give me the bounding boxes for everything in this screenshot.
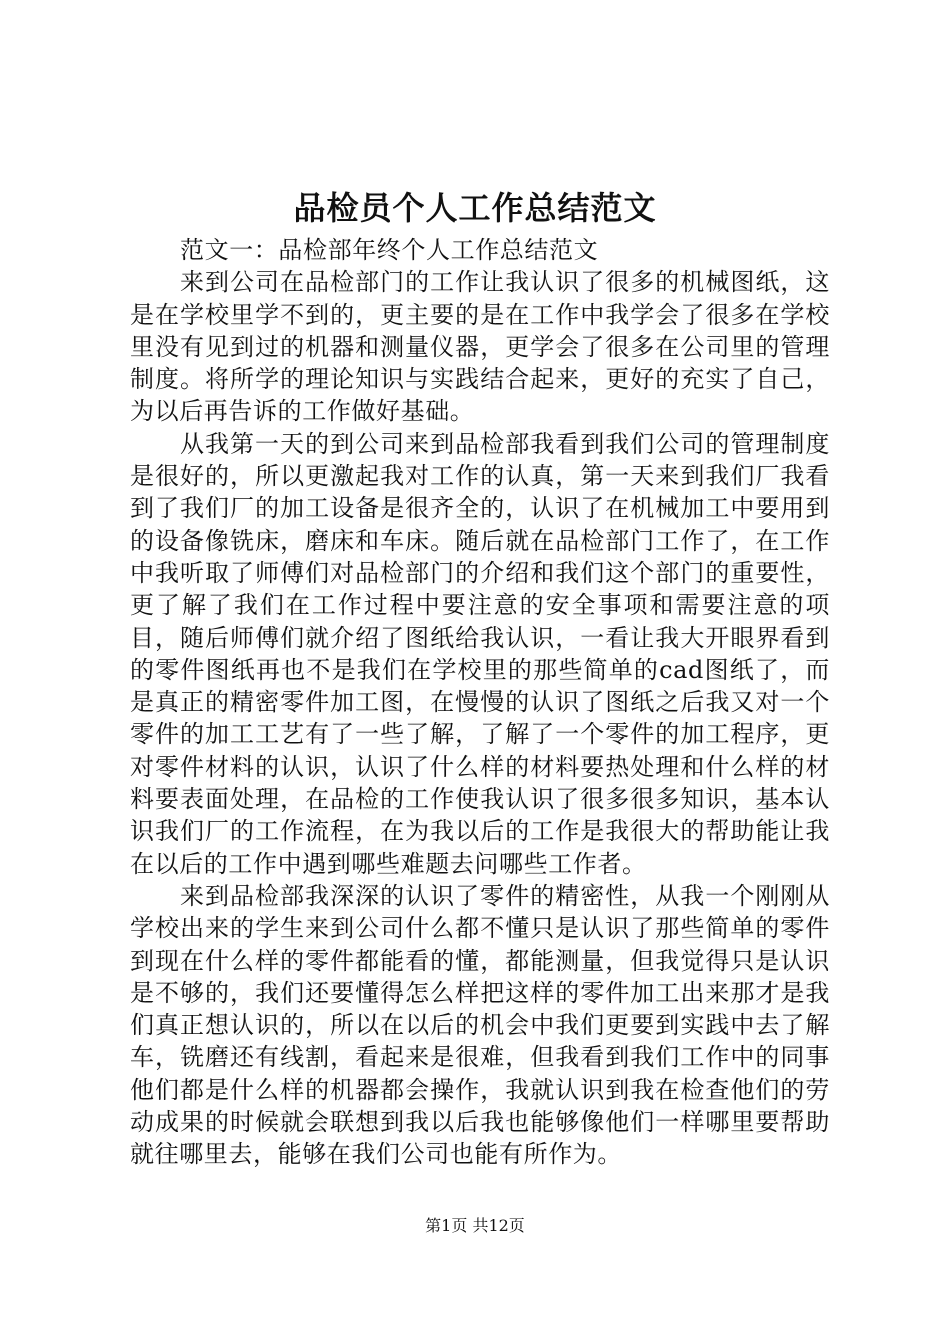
page-number-label: 第1页 共12页 xyxy=(425,1216,525,1235)
document-body xyxy=(130,234,830,1171)
paragraph-2: 从我第一天的到公司来到品检部我看到我们公司的管理制度是很好的，所以更激起我对工作的认真，第一天来到我们厂我看到了我们厂的加工设备是很齐全的，认识了在机械加工中要用到的设备像铣床，磨床和车床。随后就在品检部门工作了，在工作中我听取了师傅们对品检部门的介绍和我们这个部门的重要性，更了解了我们在工作过程中要注意的安全事项和需要注意的项目，随后师傅们就介绍了图纸给我认识，一看让我大开眼界看到的零件图纸再也不是我们在学校里的那些简单的cad图纸了，而是真正的精密零件加工图，在慢慢的认识了图纸之后我又对一个零件的加工工艺有了一些了解，了解了一个零件的加工程序，更对零件材料的认识，认识了什么样的材料要热处理和什么样的材料要表面处理，在品检的工作使我认识了很多很多知识，基本认识我们厂的工作流程，在为我以后的工作是我很大的帮助能让我在以后的工作中遇到哪些难题去问哪些工作者。 xyxy=(130,429,830,878)
document-subtitle: 范文一：品检部年终个人工作总结范文 xyxy=(180,236,599,264)
document-title: 品检员个人工作总结范文 xyxy=(293,189,657,227)
page-footer xyxy=(0,1216,950,1236)
paragraph-1: 来到公司在品检部门的工作让我认识了很多的机械图纸，这是在学校里学不到的，更主要的是在工作中我学会了很多在学校里没有见到过的机器和测量仪器，更学会了很多在公司里的管理制度。将所学的理论知识与实践结合起来，更好的充实了自己，为以后再告诉的工作做好基础。 xyxy=(130,268,830,426)
paragraph-3: 来到品检部我深深的认识了零件的精密性，从我一个刚刚从学校出来的学生来到公司什么都不懂只是认识了那些简单的零件到现在什么样的零件都能看的懂，都能测量，但我觉得只是认识是不够的，我们还要懂得怎么样把这样的零件加工出来那才是我们真正想认识的，所以在以后的机会中我们更要到实践中去了解车，铣磨还有线割，看起来是很难，但我看到我们工作中的同事他们都是什么样的机器都会操作，我就认识到我在检查他们的劳动成果的时候就会联想到我以后我也能够像他们一样哪里要帮助就往哪里去，能够在我们公司也能有所作为。 xyxy=(130,881,830,1169)
